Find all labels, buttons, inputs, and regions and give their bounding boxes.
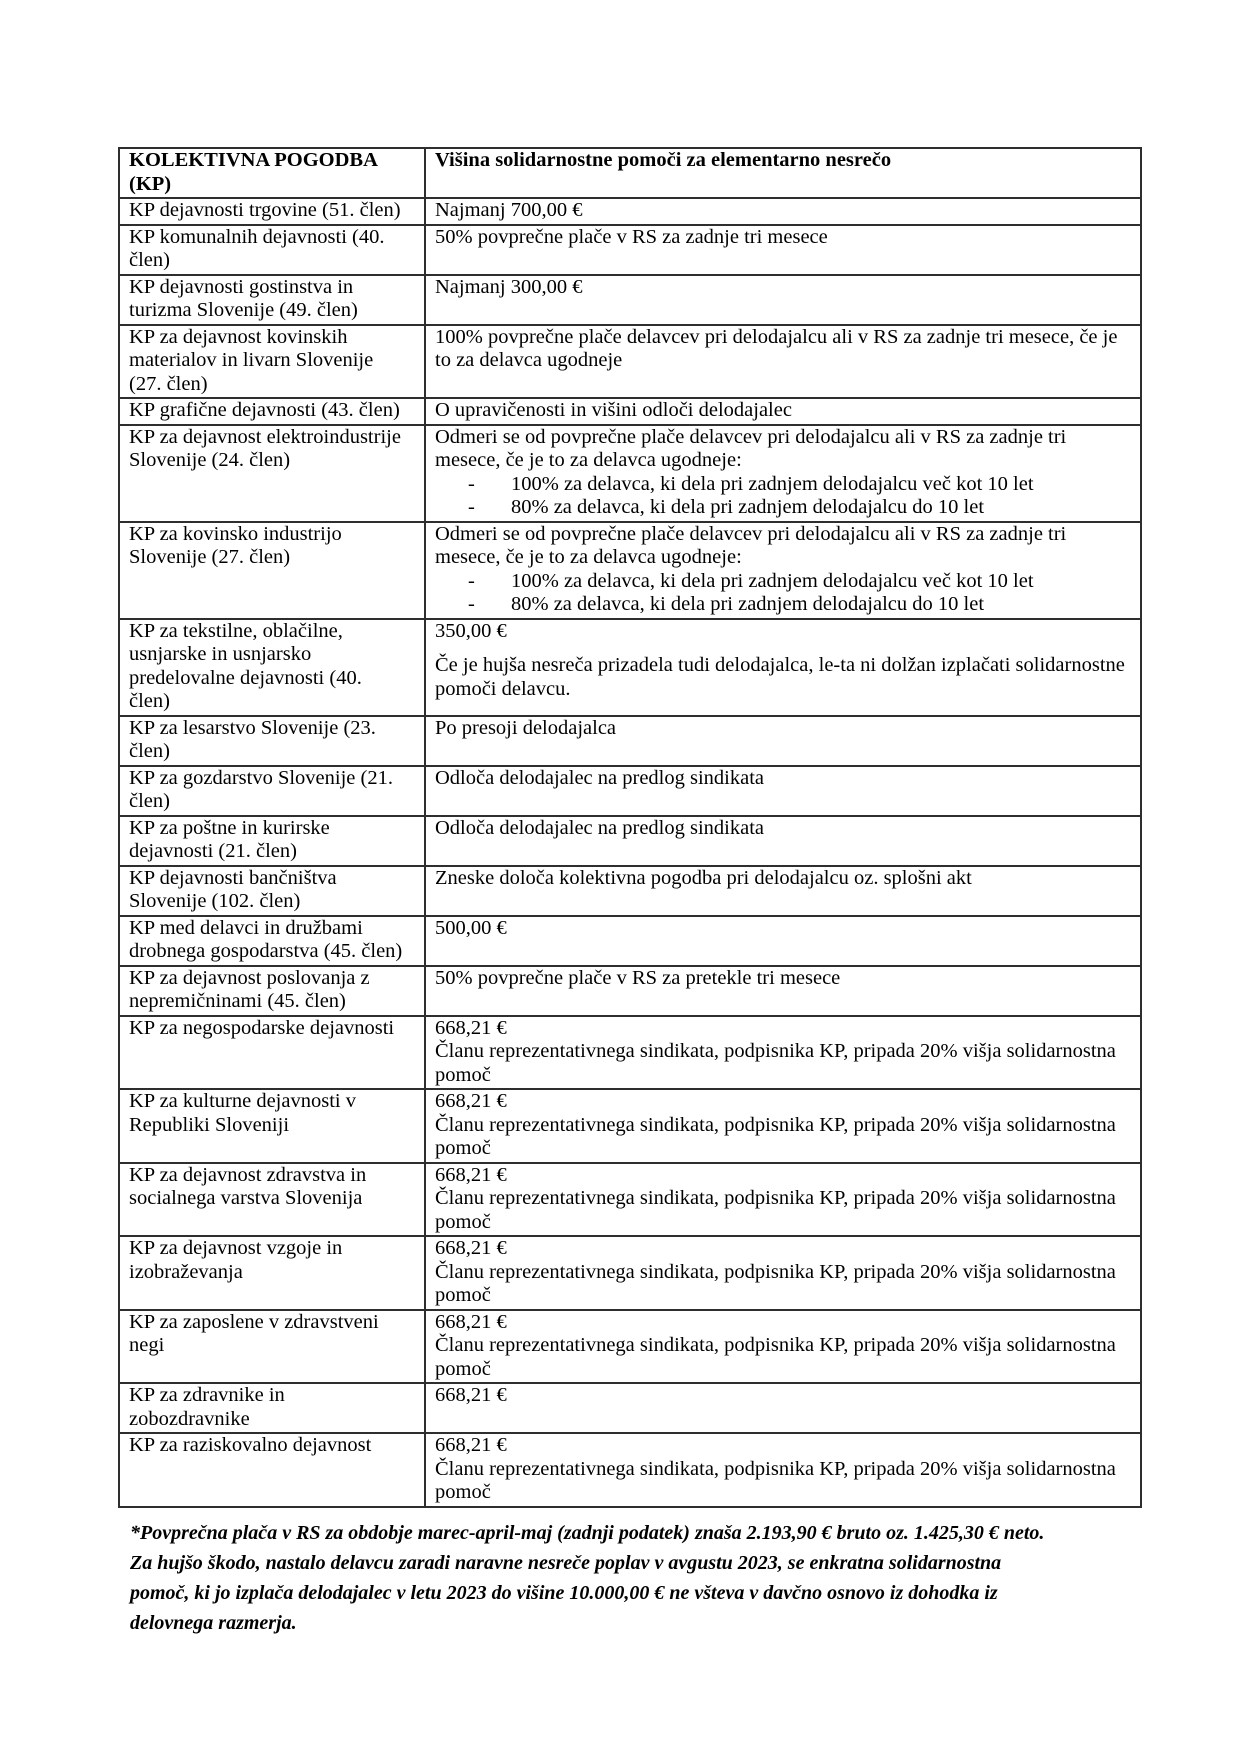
table-row [119,966,1141,1016]
value-paragraph: Članu reprezentativnega sindikata, podpisnika KP, pripada 20% višja solidarnostna pomoč [435,1260,1116,1306]
table-row [119,916,1141,966]
value-paragraph: Odmeri se od povprečne plače delavcev pri delodajalcu ali v RS za zadnje tri mesece, če je to za delavca ugodneje: [435,425,1067,471]
table-row [119,619,1141,716]
dash-item-text: 100% za delavca, ki dela pri zadnjem delodajalcu več kot 10 let [511,569,1034,592]
amount-cell [425,1089,1141,1163]
table-row [119,198,1141,225]
kp-name-cell: KP za dejavnost poslovanja z nepremičninami (45. člen) [119,966,425,1016]
dash-item-text: 100% za delavca, ki dela pri zadnjem delodajalcu več kot 10 let [511,472,1034,495]
kp-name-cell: KP za dejavnost elektroindustrije Slovenije (24. člen) [119,425,425,522]
kp-name-cell: KP za dejavnost kovinskih materialov in livarn Slovenije (27. člen) [119,325,425,399]
value-paragraph: Članu reprezentativnega sindikata, podpisnika KP, pripada 20% višja solidarnostna pomoč [435,1187,1116,1233]
value-paragraph: 350,00 € [435,619,507,642]
kp-name-cell: KP za zaposlene v zdravstveni negi [119,1310,425,1384]
table-row [119,1016,1141,1090]
table-row [119,325,1141,399]
dash-marker: - [468,472,475,495]
kp-name-cell: KP za lesarstvo Slovenije (23. člen) [119,716,425,766]
value-paragraph: 668,21 € [435,1310,507,1333]
value-paragraph: Odloča delodajalec na predlog sindikata [435,766,765,789]
value-paragraph: Če je hujša nesreča prizadela tudi delodajalca, le-ta ni dolžan izplačati solidarnostne pomoči delavcu. [435,654,1125,700]
dash-list-item [435,473,1130,497]
amount-cell [425,866,1141,916]
footnote: *Povprečna plača v RS za obdobje marec-april-maj (zadnji podatek) znaša 2.193,90 € bruto oz. 1.425,30 € neto. Za hujšo škodo, nastalo delavcu zaradi naravne nesreče poplav v avgustu 2023, se enkratna solidarnostna pomoč, ki jo izplača delodajalec v letu 2023 do višine 10.000,00 € ne všteva v davčno osnovo iz dohodka iz delovnega razmerja. [130,1521,1045,1634]
dash-list-item [435,593,1130,617]
amount-cell [425,225,1141,275]
kp-name-cell: KP za kovinsko industrijo Slovenije (27. člen) [119,522,425,619]
value-paragraph: 668,21 € [435,1016,507,1039]
value-paragraph: 668,21 € [435,1384,507,1406]
value-paragraph: 668,21 € [435,1163,507,1186]
value-paragraph: 50% povprečne plače v RS za pretekle tri mesece [435,966,841,989]
amount-cell [425,275,1141,325]
table-row [119,1089,1141,1163]
table-header-kp: KOLEKTIVNA POGODBA (KP) [119,148,425,198]
table-row [119,425,1141,522]
dash-list-item [435,570,1130,594]
amount-cell [425,398,1141,425]
value-paragraph: 500,00 € [435,916,507,939]
kp-name-cell: KP za zdravnike in zobozdravnike [119,1383,425,1433]
value-paragraph: 50% povprečne plače v RS za zadnje tri mesece [435,225,828,248]
value-paragraph: 668,21 € [435,1237,507,1259]
amount-cell [425,1383,1141,1433]
kp-name-cell: KP komunalnih dejavnosti (40. člen) [119,225,425,275]
amount-cell [425,1163,1141,1237]
table-row [119,398,1141,425]
amount-cell [425,1433,1141,1507]
value-paragraph: Članu reprezentativnega sindikata, podpisnika KP, pripada 20% višja solidarnostna pomoč [435,1040,1116,1086]
table-row [119,816,1141,866]
kp-name-cell: KP grafične dejavnosti (43. člen) [119,398,425,425]
dash-item-text: 80% za delavca, ki dela pri zadnjem delodajalcu do 10 let [511,593,985,615]
amount-cell [425,619,1141,716]
table-row [119,225,1141,275]
table-row [119,1236,1141,1310]
value-paragraph: Članu reprezentativnega sindikata, podpisnika KP, pripada 20% višja solidarnostna pomoč [435,1457,1116,1503]
value-paragraph: Članu reprezentativnega sindikata, podpisnika KP, pripada 20% višja solidarnostna pomoč [435,1113,1116,1159]
table-header-amount: Višina solidarnostne pomoči za elementarno nesrečo [425,148,1141,198]
value-paragraph: 668,21 € [435,1434,507,1456]
kp-name-cell: KP za poštne in kurirske dejavnosti (21. člen) [119,816,425,866]
dash-marker: - [468,569,475,592]
kp-name-cell: KP med delavci in družbami drobnega gospodarstva (45. člen) [119,916,425,966]
kp-table-body [119,198,1141,1507]
table-row [119,866,1141,916]
amount-cell [425,716,1141,766]
table-row [119,275,1141,325]
amount-cell [425,966,1141,1016]
kp-table [118,147,1142,1508]
kp-name-cell: KP dejavnosti trgovine (51. člen) [119,198,425,225]
value-paragraph: Članu reprezentativnega sindikata, podpisnika KP, pripada 20% višja solidarnostna pomoč [435,1334,1116,1380]
amount-cell [425,916,1141,966]
kp-name-cell: KP za negospodarske dejavnosti [119,1016,425,1090]
value-paragraph: 668,21 € [435,1090,507,1112]
table-row [119,522,1141,619]
amount-cell [425,816,1141,866]
amount-cell [425,522,1141,619]
table-row [119,1383,1141,1433]
table-row [119,766,1141,816]
value-paragraph: Po presoji delodajalca [435,716,617,739]
value-paragraph: 100% povprečne plače delavcev pri delodajalcu ali v RS za zadnje tri mesece, če je to za delavca ugodneje [435,325,1118,371]
kp-name-cell: KP za kulturne dejavnosti v Republiki Sloveniji [119,1089,425,1163]
amount-cell [425,198,1141,225]
document-content [118,147,1140,1638]
amount-cell [425,325,1141,399]
kp-name-cell: KP za dejavnost zdravstva in socialnega varstva Slovenija [119,1163,425,1237]
value-paragraph: O upravičenosti in višini odloči delodajalec [435,399,792,421]
table-header-row [119,148,1141,198]
dash-item-text: 80% za delavca, ki dela pri zadnjem delodajalcu do 10 let [511,496,985,518]
amount-cell [425,1310,1141,1384]
kp-name-cell: KP dejavnosti bančništva Slovenije (102. člen) [119,866,425,916]
amount-cell [425,1016,1141,1090]
table-row [119,1163,1141,1237]
amount-cell [425,766,1141,816]
table-row [119,1310,1141,1384]
table-row [119,716,1141,766]
value-paragraph: Najmanj 700,00 € [435,199,583,221]
dash-marker: - [468,593,475,615]
value-paragraph: Najmanj 300,00 € [435,275,583,298]
kp-name-cell: KP dejavnosti gostinstva in turizma Slovenije (49. člen) [119,275,425,325]
kp-name-cell: KP za tekstilne, oblačilne, usnjarske in usnjarsko predelovalne dejavnosti (40. člen) [119,619,425,716]
value-paragraph: Odloča delodajalec na predlog sindikata [435,816,765,839]
kp-name-cell: KP za gozdarstvo Slovenije (21. člen) [119,766,425,816]
value-paragraph: Zneske določa kolektivna pogodba pri delodajalcu oz. splošni akt [435,866,972,889]
dash-marker: - [468,496,475,518]
amount-cell [425,425,1141,522]
value-paragraph: Odmeri se od povprečne plače delavcev pri delodajalcu ali v RS za zadnje tri mesece, če je to za delavca ugodneje: [435,522,1067,568]
table-row [119,1433,1141,1507]
kp-name-cell: KP za dejavnost vzgoje in izobraževanja [119,1236,425,1310]
dash-list-item [435,496,1130,520]
kp-name-cell: KP za raziskovalno dejavnost [119,1433,425,1507]
amount-cell [425,1236,1141,1310]
